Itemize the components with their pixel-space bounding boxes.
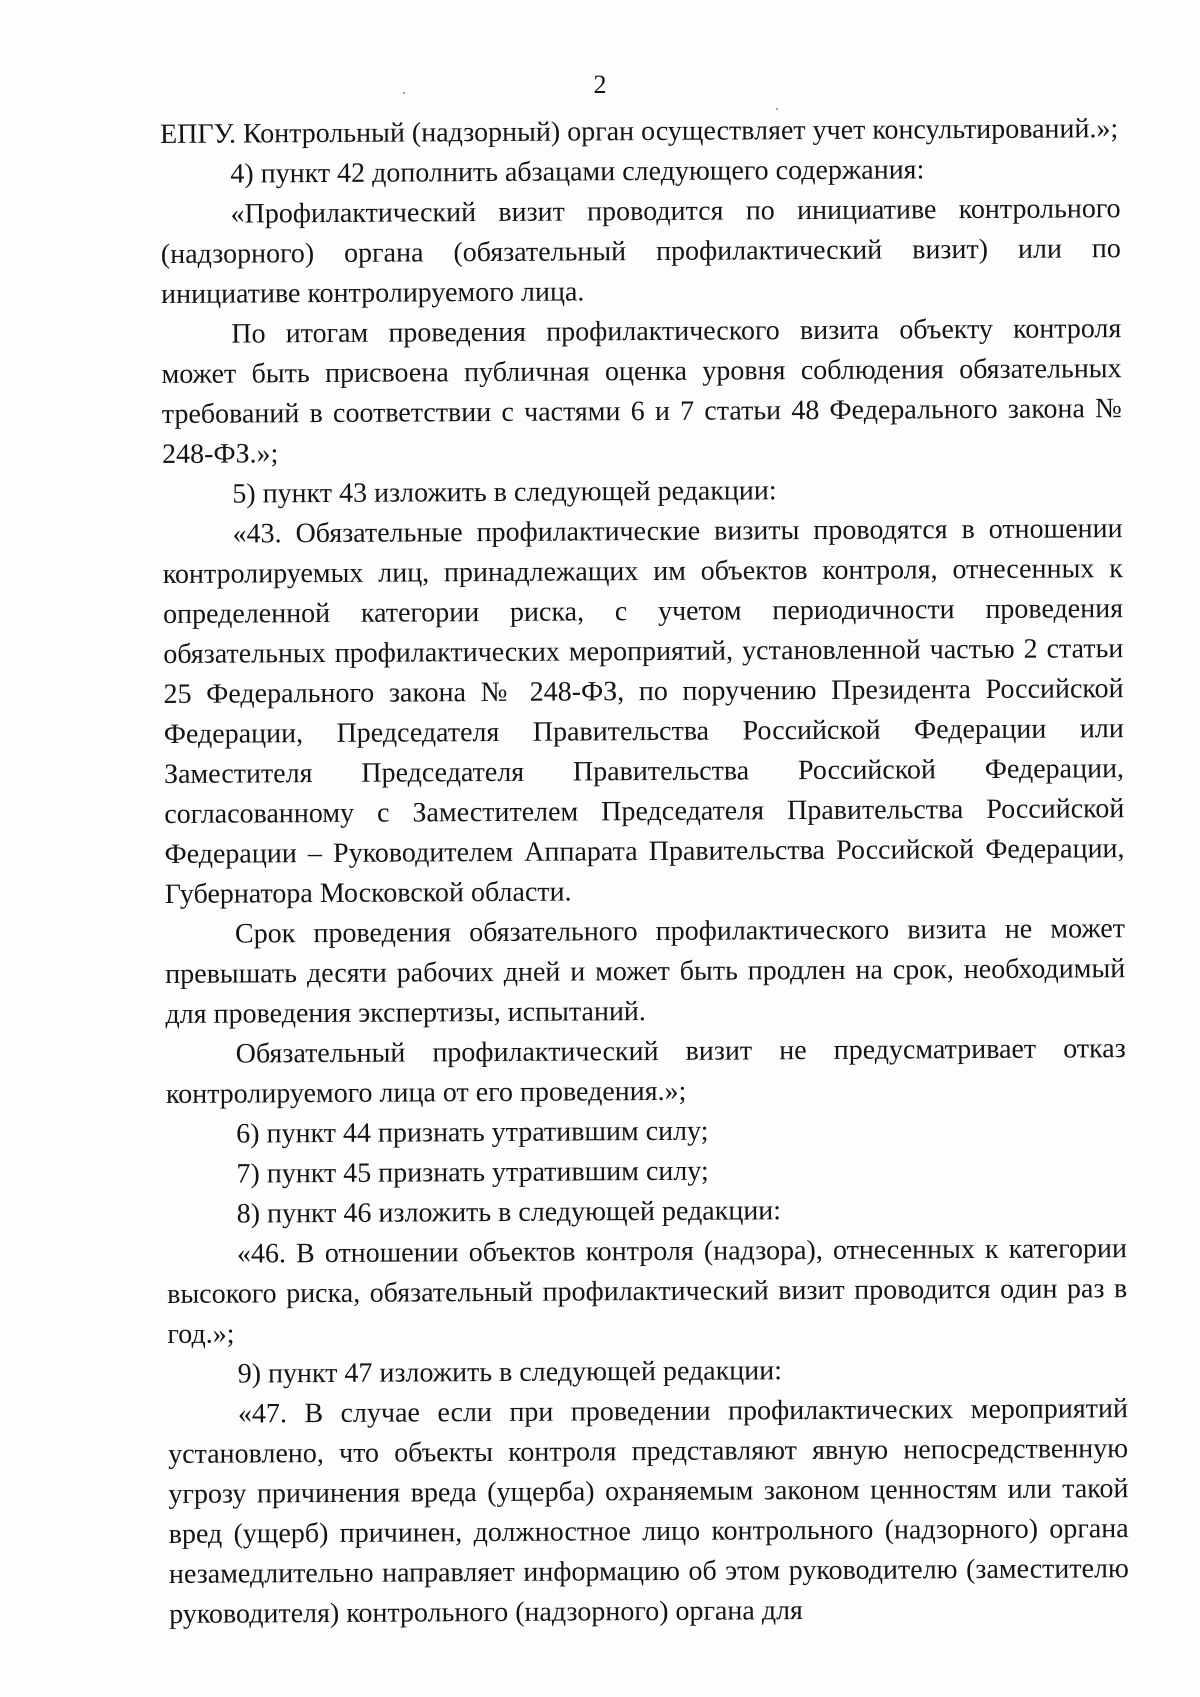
paragraph-item-8: 8) пункт 46 изложить в следующей редакции: <box>236 1195 782 1230</box>
paragraph-item-4: 4) пункт 42 дополнить абзацами следующего содержания: <box>230 154 925 190</box>
page-number: 2 <box>593 70 607 99</box>
scan-speck <box>403 92 405 94</box>
paragraph-item-5: 5) пункт 43 изложить в следующей редакции: <box>232 475 777 510</box>
paragraph-quote-visit: «Профилактический визит проводится по инициативе контрольного (надзорного) органа (обязательный профилактический визит) или по инициативе контролируемого лица. <box>160 193 1121 310</box>
paragraph-visit-term: Срок проведения обязательного профилактического визита не может превышать десяти рабочих дней и может быть продлен на срок, необходимый для проведения экспертизы, испытаний. <box>165 913 1126 1030</box>
paragraph-no-refusal: Обязательный профилактический визит не предусматривает отказ контролируемого лица от его проведения.»; <box>165 1033 1126 1110</box>
paragraph-visit-results: По итогам проведения профилактического визита объекту контроля может быть присвоена публичная оценка уровня соблюдения обязательных требований в соответствии с частями 6 и 7 статьи 48 Федерального закона № 248-ФЗ.»; <box>161 313 1122 470</box>
paragraph-item-7: 7) пункт 45 признать утратившим силу; <box>236 1155 709 1190</box>
scan-speck <box>776 108 778 110</box>
document-body <box>160 109 1129 1635</box>
paragraph-clause-47: «47. В случае если при проведении профилактических мероприятий установлено, что объекты контроля представляют явную непосредственную угрозу причинения вреда (ущерба) охраняемым законом ценностям или такой вред (ущерб) причинен, должностное лицо контрольного (надзорного) органа незамедлительно направляет информацию об этом руководителю (заместителю руководителя) контрольного (надзорного) органа для <box>168 1393 1129 1630</box>
paragraph-continuation: ЕПГУ. Контрольный (надзорный) орган осуществляет учет консультирований.»; <box>160 113 1119 150</box>
paragraph-item-9: 9) пункт 47 изложить в следующей редакции: <box>237 1355 783 1390</box>
paragraph-clause-43: «43. Обязательные профилактические визиты проводятся в отношении контролируемых лиц, принадлежащих им объектов контроля, отнесенных к определенной категории риска, с учетом периодичности проведения обязательных профилактических мероприятий, установленной частью 2 статьи 25 Федерального закона № 248-ФЗ, по поручению Президента Российской Федерации, Председателя Правительства Российской Федерации или Заместителя Председателя Правительства Российской Федерации, согласованному с Заместителем Председателя Правительства Российской Федерации – Руководителем Аппарата Правительства Российской Федерации, Губернатора Московской области. <box>162 513 1125 910</box>
paragraph-item-6: 6) пункт 44 признать утратившим силу; <box>236 1115 709 1150</box>
paragraph-clause-46: «46. В отношении объектов контроля (надзора), отнесенных к категории высокого риска, обязательный профилактический визит проводится один раз в год.»; <box>167 1233 1128 1350</box>
